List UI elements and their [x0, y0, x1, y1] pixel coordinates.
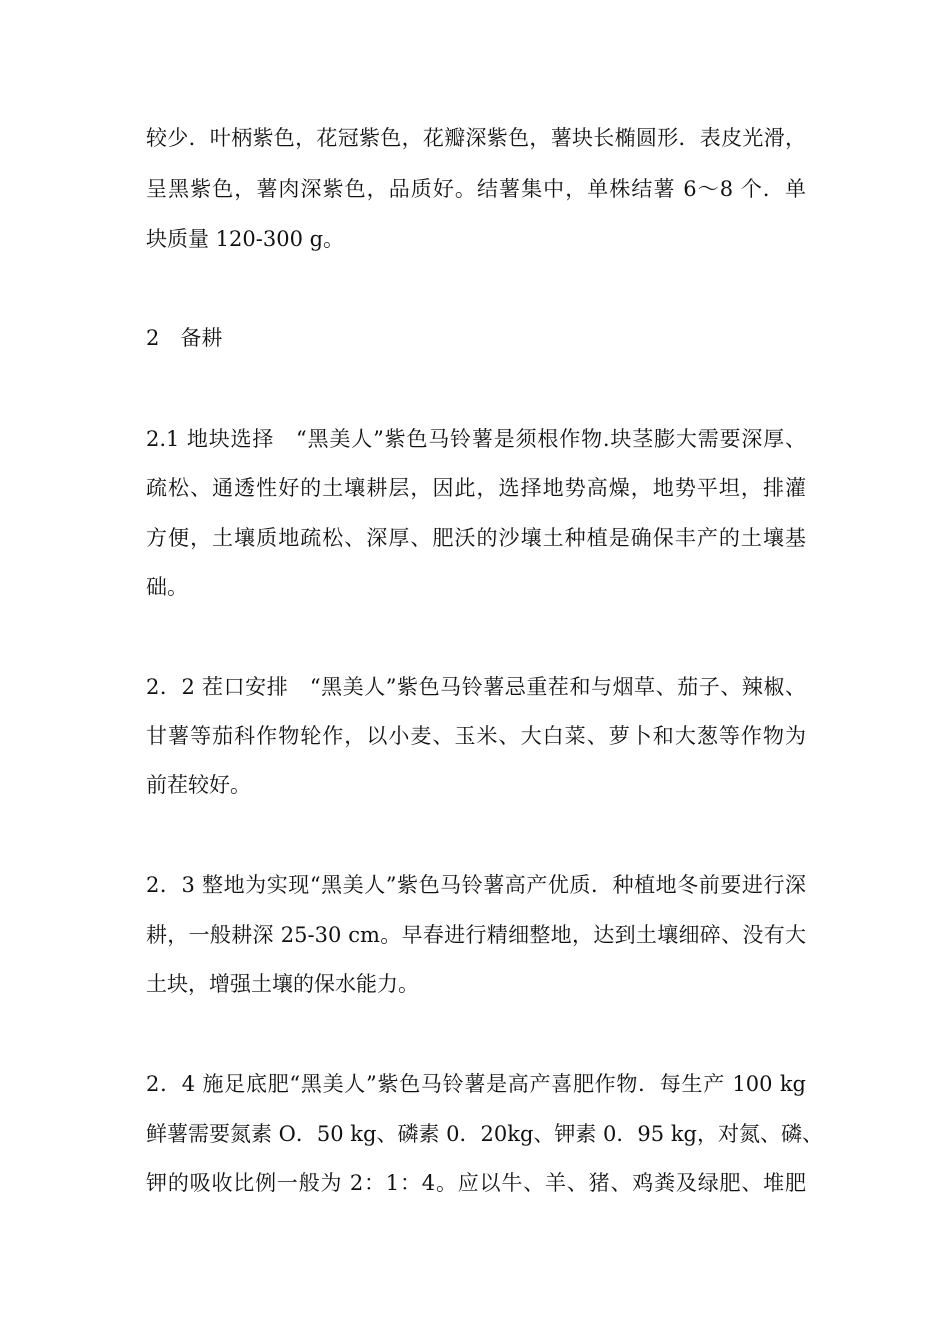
paragraph-line: 鲜薯需要氮素 O．50 kg、磷素 0．20kg、钾素 0．95 kg，对氮、磷、: [146, 1122, 823, 1146]
paragraph-line: 2．3 整地为实现“黑美人”紫色马铃薯高产优质．种植地冬前要进行深: [146, 873, 806, 897]
paragraph-line: 呈黑紫色，薯肉深紫色，品质好。结薯集中，单株结薯 6～8 个．单: [146, 177, 806, 201]
paragraph-line: 较少．叶柄紫色，花冠紫色，花瓣深紫色，薯块长椭圆形．表皮光滑，: [146, 126, 806, 150]
paragraph-line: 钾的吸收比例一般为 2：1：4。应以牛、羊、猪、鸡粪及绿肥、堆肥: [146, 1171, 806, 1195]
paragraph-line: 方便，土壤质地疏松、深厚、肥沃的沙壤土种植是确保丰产的土壤基: [146, 526, 806, 550]
section-heading: 2 备耕: [146, 326, 223, 350]
paragraph-line: 2．2 茬口安排 “黑美人”紫色马铃薯忌重茬和与烟草、茄子、辣椒、: [146, 675, 806, 699]
paragraph-line: 甘薯等茄科作物轮作，以小麦、玉米、大白菜、萝卜和大葱等作物为: [146, 724, 806, 748]
paragraph-line: 础。: [146, 575, 188, 599]
paragraph-line: 耕，一般耕深 25-30 cm。早春进行精细整地，达到土壤细碎、没有大: [146, 923, 806, 947]
paragraph-line: 土块，增强土壤的保水能力。: [146, 972, 419, 996]
paragraph-line: 2.1 地块选择 “黑美人”紫色马铃薯是须根作物.块茎膨大需要深厚、: [146, 427, 806, 451]
paragraph-line: 疏松、通透性好的土壤耕层，因此，选择地势高燥，地势平坦，排灌: [146, 476, 806, 500]
paragraph-line: 前茬较好。: [146, 773, 251, 797]
paragraph-line: 2．4 施足底肥“黑美人”紫色马铃薯是高产喜肥作物．每生产 100 kg: [146, 1072, 806, 1096]
paragraph-line: 块质量 120-300 g。: [146, 227, 345, 251]
